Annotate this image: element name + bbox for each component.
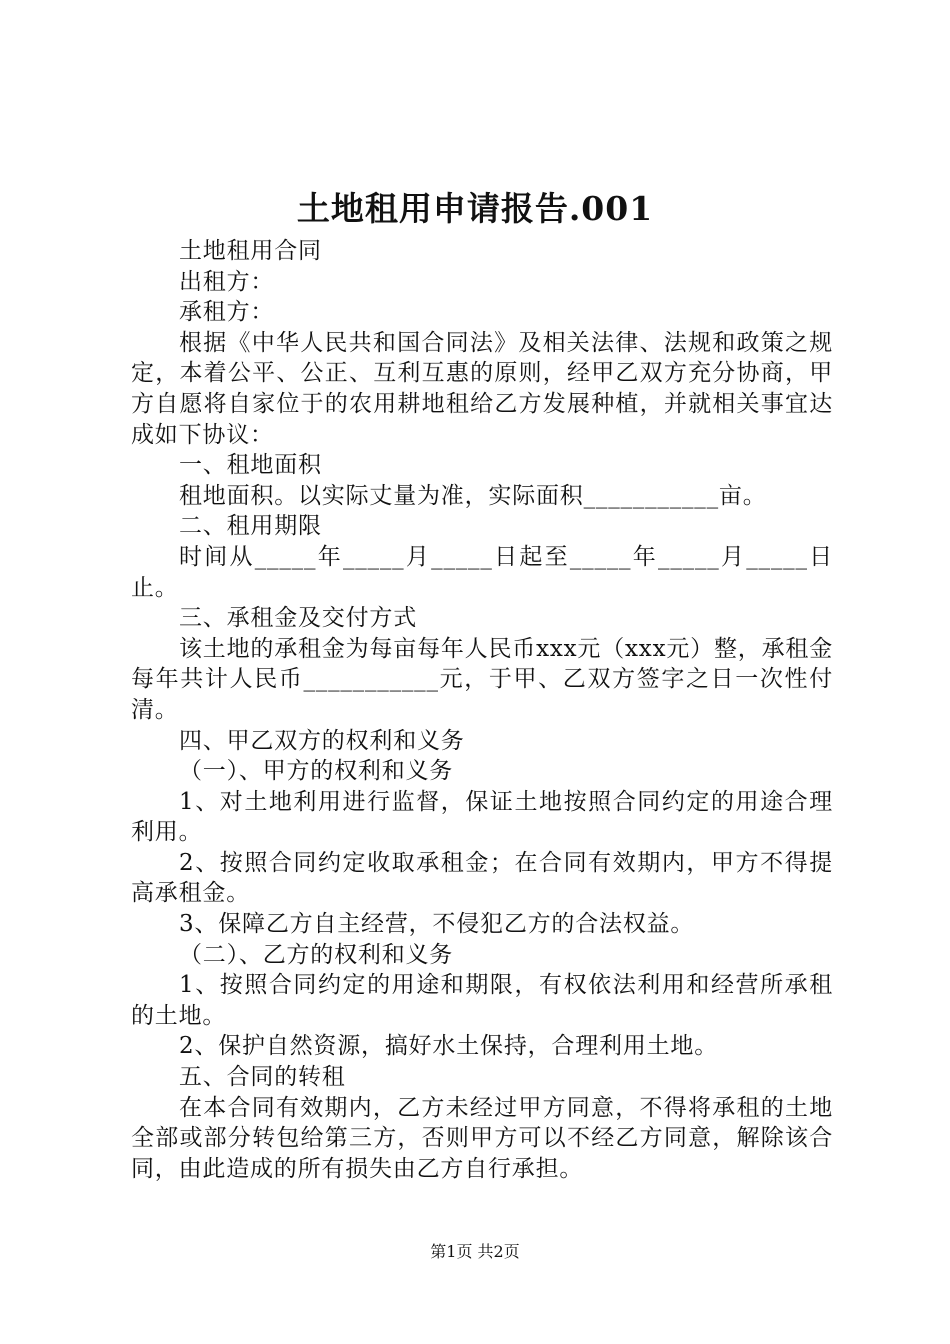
section-heading-term: 二、租用期限 [179, 513, 322, 540]
paragraph-sublease: 在本合同有效期内，乙方未经过甲方同意，不得将承租的土地全部或部分转包给第三方，否则甲方可以不经乙方同意，解除该合同，由此造成的所有损失由乙方自行承担。 [131, 1094, 833, 1182]
paragraph-rent: 该土地的承租金为每亩每年人民币xxx元（xxx元）整，承租金每年共计人民币___________元，于甲、乙双方签字之日一次性付清。 [131, 635, 833, 723]
paragraph-lessor: 出租方： [179, 268, 275, 295]
paragraph-party-b-2: 2、保护自然资源，搞好水土保持，合理利用土地。 [179, 1033, 719, 1060]
paragraph-party-a-3: 3、保障乙方自主经营，不侵犯乙方的合法权益。 [179, 911, 695, 938]
paragraph-contract-heading: 土地租用合同 [179, 238, 322, 264]
section-heading-sublease: 五、合同的转租 [179, 1064, 346, 1091]
subsection-heading-party-b: （二）、乙方的权利和义务 [179, 941, 454, 968]
section-heading-rent: 三、承租金及交付方式 [179, 605, 417, 632]
section-heading-rights: 四、甲乙双方的权利和义务 [179, 727, 465, 754]
document-title: 土地租用申请报告.001 [296, 189, 654, 228]
paragraph-area: 租地面积。以实际丈量为准，实际面积___________亩。 [179, 482, 767, 509]
document-body [131, 236, 833, 1184]
paragraph-party-b-1: 1、按照合同约定的用途和期限，有权依法利用和经营所承租的土地。 [131, 972, 833, 1029]
paragraph-lessee: 承租方： [179, 299, 275, 326]
paragraph-term: 时间从_____年_____月_____日起至_____年_____月_____日止。 [131, 543, 833, 601]
paragraph-party-a-1: 1、对土地利用进行监督，保证土地按照合同约定的用途合理利用。 [131, 788, 833, 846]
paragraph-party-a-2: 2、按照合同约定收取承租金；在合同有效期内，甲方不得提高承租金。 [131, 849, 833, 907]
section-heading-area: 一、租地面积 [179, 452, 322, 479]
subsection-heading-party-a: （一）、甲方的权利和义务 [179, 758, 454, 785]
paragraph-preamble: 根据《中华人民共和国合同法》及相关法律、法规和政策之规定，本着公平、公正、互利互惠的原则，经甲乙双方充分协商，甲方自愿将自家位于的农用耕地租给乙方发展种植，并就相关事宜达成如下协议： [131, 329, 833, 448]
page-footer: 第1页 共2页 [430, 1242, 520, 1261]
